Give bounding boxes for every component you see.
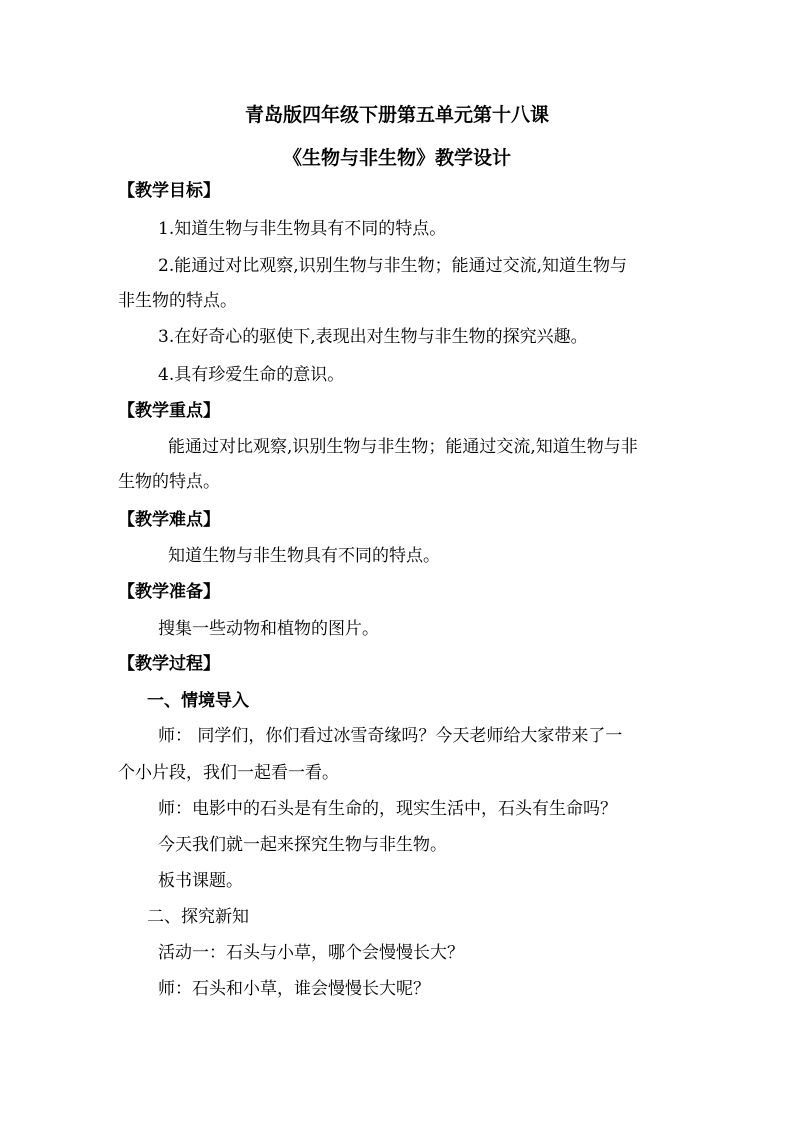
process-line: 板书课题。 bbox=[158, 871, 243, 891]
objective-item: 3.在好奇心的驱使下,表现出对生物与非生物的探究兴趣。 bbox=[158, 327, 588, 347]
difficulties-line: 知道生物与非生物具有不同的特点。 bbox=[168, 546, 440, 566]
process-line: 师：石头和小草，谁会慢慢长大呢？ bbox=[158, 979, 430, 999]
key-points-heading: 【教学重点】 bbox=[118, 401, 220, 421]
process-line: 师：电影中的石头是有生命的，现实生活中，石头有生命吗？ bbox=[158, 799, 617, 819]
preparation-heading: 【教学准备】 bbox=[118, 582, 220, 602]
process-part2-heading: 二、探究新知 bbox=[147, 907, 249, 927]
key-points-line: 能通过对比观察,识别生物与非生物；能通过交流,知道生物与非 bbox=[168, 437, 638, 457]
objective-item-continuation: 非生物的特点。 bbox=[118, 291, 237, 311]
difficulties-heading: 【教学难点】 bbox=[118, 510, 220, 530]
objectives-heading: 【教学目标】 bbox=[118, 181, 220, 201]
objective-item: 4.具有珍爱生命的意识。 bbox=[158, 365, 345, 385]
objective-item: 2.能通过对比观察,识别生物与非生物；能通过交流,知道生物与 bbox=[158, 256, 628, 276]
process-line: 活动一：石头与小草，哪个会慢慢长大？ bbox=[158, 943, 464, 963]
key-points-line: 生物的特点。 bbox=[118, 472, 220, 492]
process-line: 今天我们就一起来探究生物与非生物。 bbox=[158, 835, 447, 855]
process-line: 师： 同学们，你们看过冰雪奇缘吗？今天老师给大家带来了一 bbox=[158, 726, 623, 746]
document-title-line1: 青岛版四年级下册第五单元第十八课 bbox=[244, 104, 549, 126]
process-part1-heading: 一、情境导入 bbox=[147, 691, 249, 711]
preparation-line: 搜集一些动物和植物的图片。 bbox=[158, 619, 379, 639]
process-line: 个小片段，我们一起看一看。 bbox=[118, 763, 339, 783]
process-heading: 【教学过程】 bbox=[118, 654, 220, 674]
objective-item: 1.知道生物与非生物具有不同的特点。 bbox=[158, 219, 447, 239]
document-title-line2: 《生物与非生物》教学设计 bbox=[282, 147, 511, 169]
